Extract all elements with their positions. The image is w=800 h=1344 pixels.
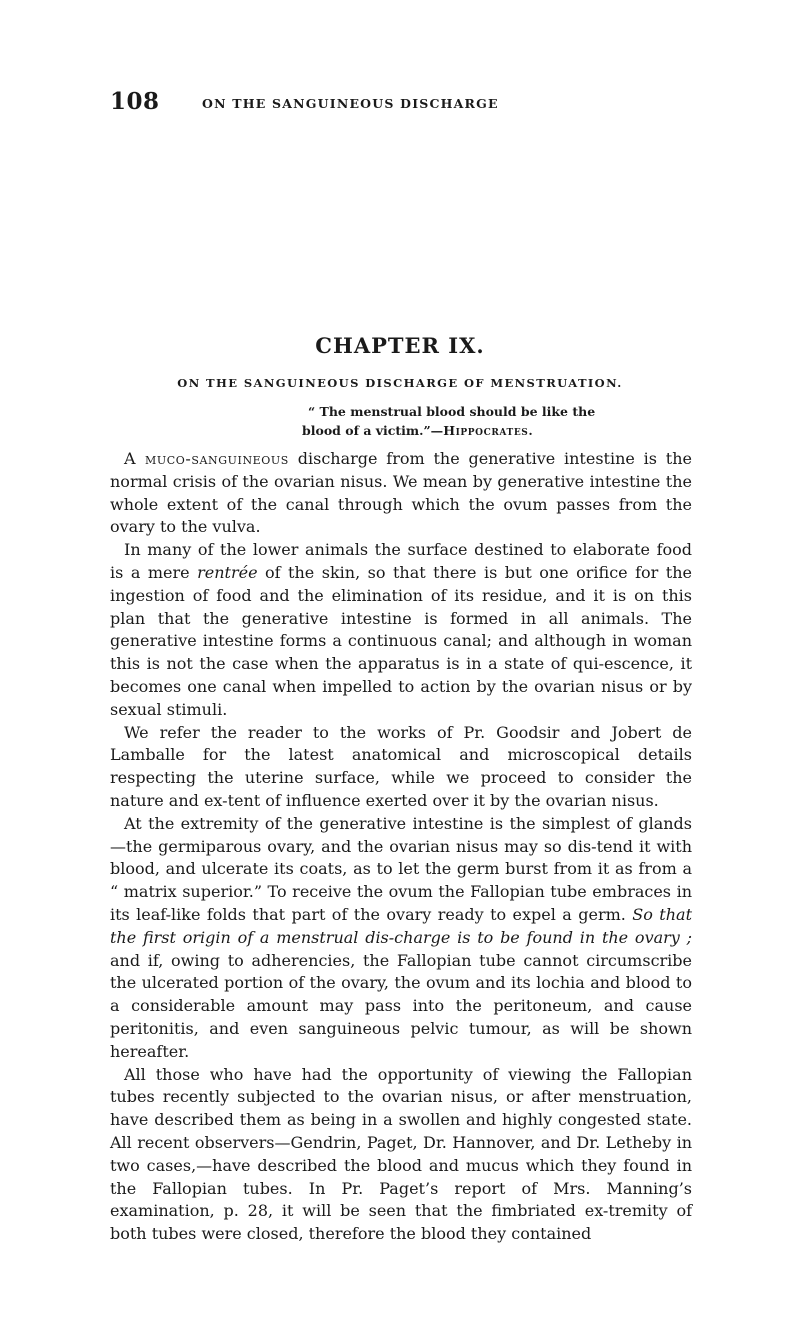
paragraph-2-after: of the skin, so that there is but one orifice for the ingestion of food and the elimination of its residue, and it is on this plan that the generative intestine is formed in all animals. The generative intestine forms a continuous canal; and although in woman this is not the case when the apparatus is in a state of qui-escence, it becomes one canal when impelled to action by the ovarian nisus or by sexual stimuli. <box>110 562 693 719</box>
paragraph-4-after: and if, owing to adherencies, the Fallopian tube cannot circumscribe the ulcerated portion of the ovary, the ovum and its lochia and blood to a considerable amount may pass into the peritoneum, and cause peritonitis, and even sanguineous pelvic tumour, as will be shown hereafter. <box>110 950 692 1061</box>
paragraph-4-italic: So that the first origin of a menstrual dis-charge is to be found in the ovary ; <box>110 904 692 947</box>
paragraph-4-before: At the extremity of the generative intestine is the simplest of glands—the germiparous ovary, and the ovarian nisus may so dis-tend it with blood, and ulcerate its coats, as to let the germ burst from it as from a “ matrix superior.” To receive the ovum the Fallopian tube embraces in its leaf-like folds that part of the ovary ready to expel a germ. <box>110 813 692 924</box>
paragraph-3-text: We refer the reader to the works of Pr. Goodsir and Jobert de Lamballe for the latest anatomical and microscopical details respecting the uterine surface, while we proceed to consider the nature and ex-tent of influence exerted over it by the ovarian nisus. <box>110 722 692 810</box>
paragraph-2-italic: rentrée <box>197 562 258 582</box>
paragraph-2-before: In many of the lower animals the surface destined to elaborate food is a mere <box>110 540 692 582</box>
paragraph-1 <box>110 448 692 539</box>
paragraph-2 <box>110 539 692 721</box>
epigraph-quote-line2: blood of a victim.”— <box>302 423 444 438</box>
paragraph-4 <box>110 813 692 1064</box>
paragraph-1-smallcaps: muco-sanguineous <box>135 449 289 468</box>
body-text <box>110 448 692 1246</box>
paragraph-1-initial: A <box>124 449 136 468</box>
page-number: 108 <box>110 88 160 115</box>
paragraph-5-text: All those who have had the opportunity of viewing the Fallopian tubes recently subjected to the ovarian nisus, or after menstruation, have described them as being in a swollen and highly congested state. All recent observers—Gendrin, Paget, Dr. Hannover, and Dr. Letheby in two cases,—have described the blood and mucus which they found in the Fallopian tubes. In Pr. Paget’s report of Mrs. Manning’s examination, p. 28, it will be seen that the fimbriated ex-tremity of both tubes were closed, therefore the blood they contained <box>110 1064 692 1244</box>
chapter-heading: CHAPTER IX. <box>315 333 485 358</box>
epigraph-quote-line2-wrap <box>302 421 688 440</box>
chapter-subtitle: ON THE SANGUINEOUS DISCHARGE OF MENSTRUATION. <box>177 376 623 390</box>
epigraph-author: Hippocrates. <box>443 423 534 438</box>
epigraph <box>302 402 688 440</box>
paragraph-5 <box>110 1064 692 1246</box>
paragraph-1-text: discharge from the generative intestine is the normal crisis of the ovarian nisus. We mean by generative intestine the whole extent of the canal through which the ovum passes from the ovary to the vulva. <box>110 449 692 537</box>
paragraph-3 <box>110 722 692 813</box>
running-title: ON THE SANGUINEOUS DISCHARGE <box>202 96 499 111</box>
epigraph-quote-line1: “ The menstrual blood should be like the <box>308 404 596 419</box>
running-head <box>110 88 690 118</box>
